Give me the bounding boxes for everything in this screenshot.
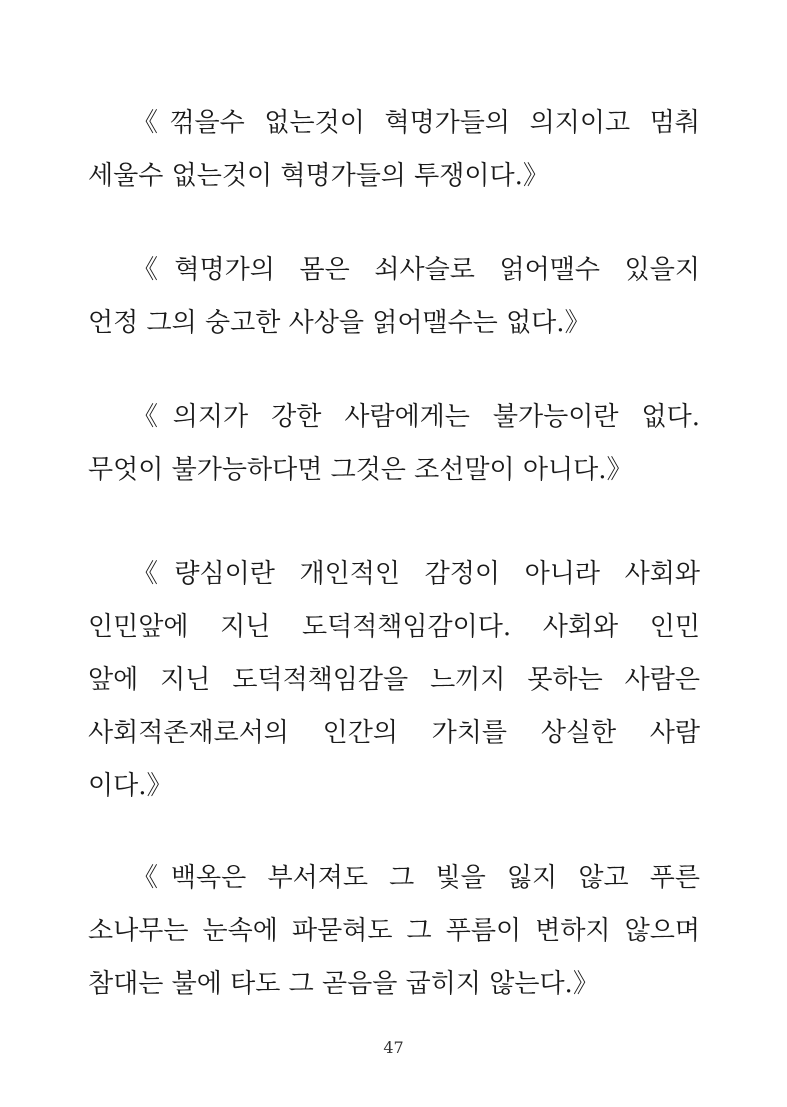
text-line: 앞에 지닌 도덕적책임감을 느끼지 못하는 사람은: [88, 665, 700, 695]
page-number: 47: [383, 1038, 404, 1057]
text-line: 이다.》: [88, 771, 173, 801]
text-line: 참대는 불에 타도 그 곧음을 굽히지 않는다.》: [88, 969, 599, 999]
quote-paragraph-5: [88, 852, 700, 1011]
quote-paragraph-4: [88, 548, 700, 813]
text-line: 소나무는 눈속에 파묻혀도 그 푸름이 변하지 않으며: [88, 916, 700, 946]
text-line: 인민앞에 지닌 도덕적책임감이다. 사회와 인민: [88, 612, 700, 642]
text-line: 《량심이란 개인적인 감정이 아니라 사회와: [132, 559, 700, 589]
quote-paragraph-3: [88, 391, 700, 497]
text-line: 언정 그의 숭고한 사상을 얽어맬수는 없다.》: [88, 308, 591, 338]
text-line: 《혁명가의 몸은 쇠사슬로 얽어맬수 있을지: [132, 255, 700, 285]
text-line: 사회적존재로서의 인간의 가치를 상실한 사람: [88, 718, 700, 748]
text-line: 《의지가 강한 사람에게는 불가능이란 없다.: [132, 402, 700, 432]
quote-paragraph-2: [88, 244, 700, 350]
text-line: 세울수 없는것이 혁명가들의 투쟁이다.》: [88, 161, 549, 191]
quote-paragraph-1: [88, 97, 700, 203]
text-line: 무엇이 불가능하다면 그것은 조선말이 아니다.》: [88, 455, 633, 485]
text-line: 《백옥은 부서져도 그 빛을 잃지 않고 푸른: [132, 863, 700, 893]
text-line: 《꺾을수 없는것이 혁명가들의 의지이고 멈춰: [132, 108, 700, 138]
